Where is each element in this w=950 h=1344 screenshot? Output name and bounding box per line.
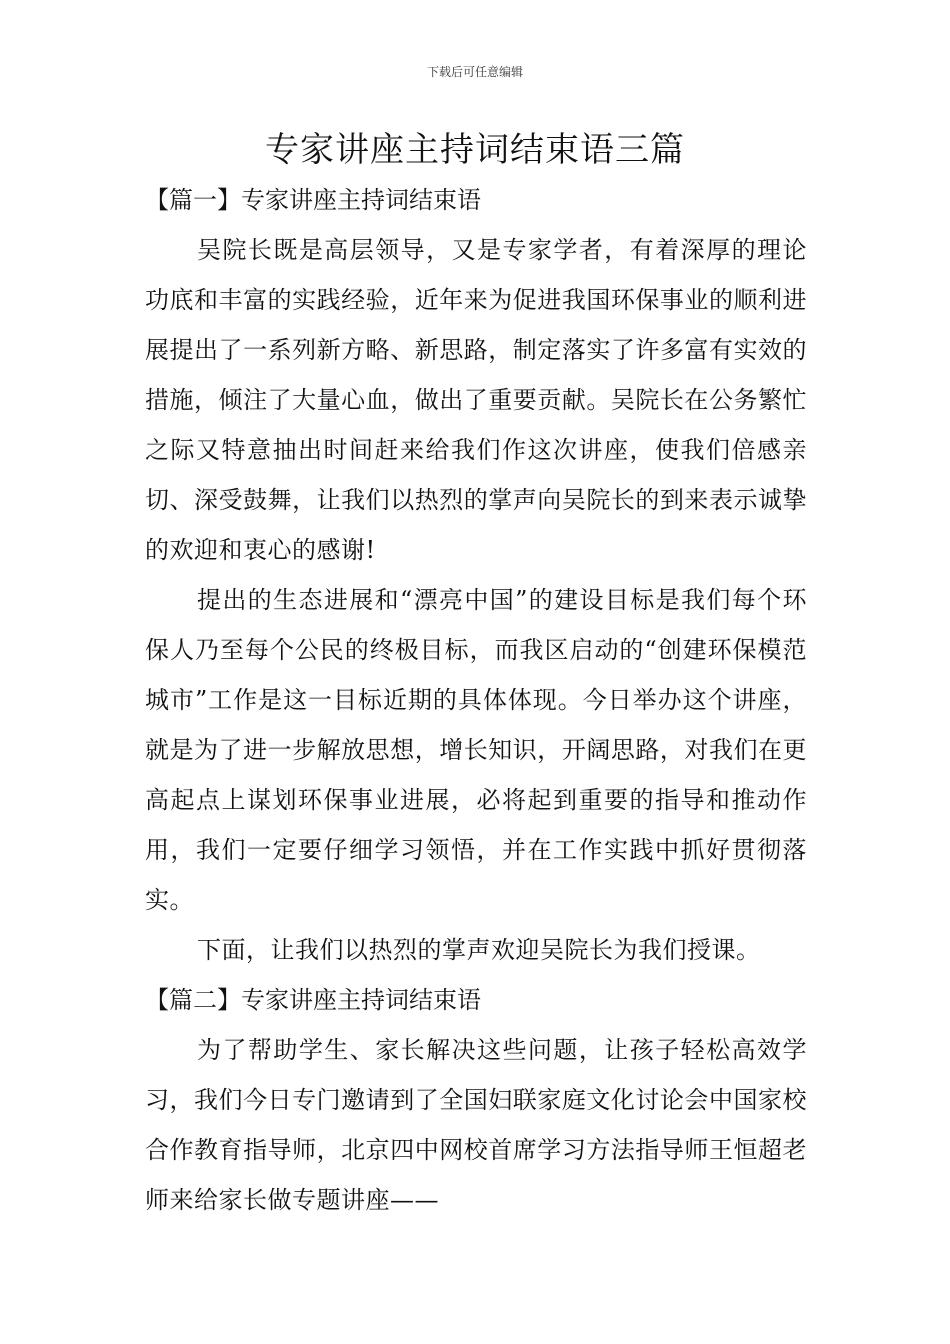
section-1-paragraph-2: 提出的生态进展和“漂亮中国”的建设目标是我们每个环保人乃至每个公民的终极目标，而我区启动的“创建环保模范城市”工作是这一目标近期的具体体现。今日举办这个讲座，就是为了进一步解放思想，增长知识，开阔思路，对我们在更高起点上谋划环保事业进展，必将起到重要的指导和推动作用，我们一定要仔细学习领悟，并在工作实践中抓好贯彻落实。	[145, 586, 807, 914]
section-1-heading: 【篇一】专家讲座主持词结束语	[145, 186, 481, 214]
section-2-heading: 【篇二】专家讲座主持词结束语	[145, 986, 481, 1014]
section-1-paragraph-3: 下面，让我们以热烈的掌声欢迎吴院长为我们授课。	[197, 936, 761, 964]
section-2	[145, 975, 807, 1225]
section-2-paragraph-1: 为了帮助学生、家长解决这些问题，让孩子轻松高效学习，我们今日专门邀请到了全国妇联家庭文化讨论会中国家校合作教育指导师，北京四中网校首席学习方法指导师王恒超老师来给家长做专题讲座——	[145, 1036, 807, 1214]
document-body	[145, 175, 807, 1225]
document-title: 专家讲座主持词结束语三篇	[265, 130, 685, 170]
section-1-paragraph-1: 吴院长既是高层领导，又是专家学者，有着深厚的理论功底和丰富的实践经验，近年来为促进我国环保事业的顺利进展提出了一系列新方略、新思路，制定落实了许多富有实效的措施，倾注了大量心血，做出了重要贡献。吴院长在公务繁忙之际又特意抽出时间赶来给我们作这次讲座，使我们倍感亲切、深受鼓舞，让我们以热烈的掌声向吴院长的到来表示诚挚的欢迎和衷心的感谢!	[145, 236, 807, 564]
section-1	[145, 175, 807, 975]
page-header-note: 下载后可任意编辑	[426, 65, 523, 79]
